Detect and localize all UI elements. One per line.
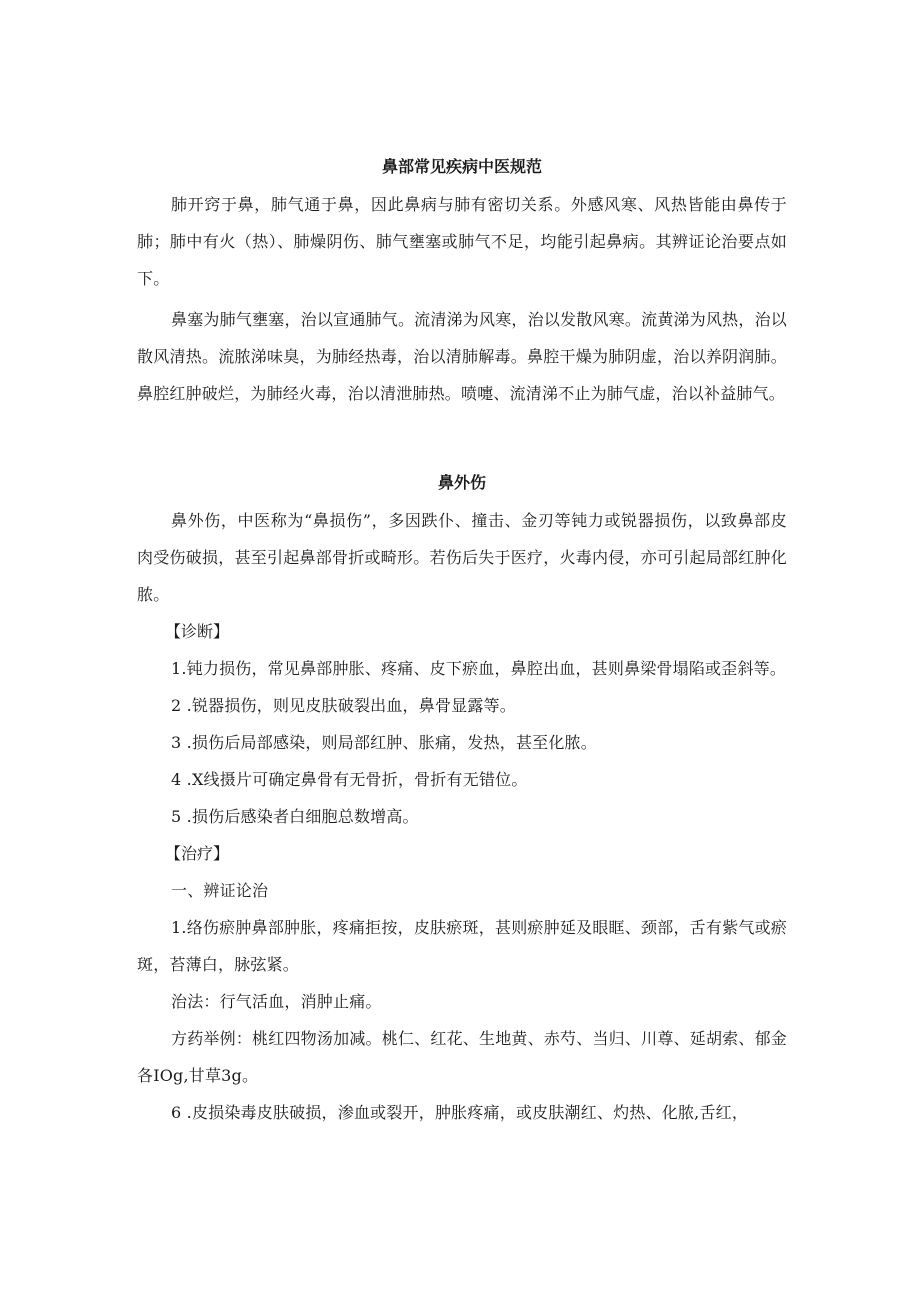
diagnosis-item-4: 4 .X线摄片可确定鼻骨有无骨折，骨折有无错位。 — [171, 770, 528, 789]
section-intro-paragraph: 鼻外伤，中医称为“鼻损伤”，多因跌仆、撞击、金刃等钝力或锐器损伤，以致鼻部皮肉受伤破损，甚至引起鼻部骨折或畸形。若伤后失于医疗，火毒内侵，亦可引起局部红肿化脓。 — [137, 511, 787, 604]
diagnosis-item-2: 2 .锐器损伤，则见皮肤破裂出血，鼻骨显露等。 — [171, 696, 516, 715]
intro-paragraph-1: 肺开窍于鼻，肺气通于鼻，因此鼻病与肺有密切关系。外感风寒、风热皆能由鼻传于肺；肺中有火（热）、肺燥阴伤、肺气壅塞或肺气不足，均能引起鼻病。其辨证论治要点如下。 — [137, 195, 787, 288]
section-spacer — [137, 412, 787, 464]
treatment-item-6: 6 .皮损染毒皮肤破损，渗血或裂开，肿胀疼痛，或皮肤潮红、灼热、化脓,舌红， — [171, 1103, 749, 1122]
treatment-label: 【治疗】 — [165, 844, 230, 863]
diagnosis-item-5: 5 .损伤后感染者白细胞总数增高。 — [171, 807, 419, 826]
treatment-item-1: 1.络伤瘀肿鼻部肿胀，疼痛拒按，皮肤瘀斑，甚则瘀肿延及眼眶、颈部，舌有紫气或瘀斑，苔薄白，脉弦紧。 — [137, 918, 787, 974]
diagnosis-item-1: 1.钝力损伤，常见鼻部肿胀、疼痛、皮下瘀血，鼻腔出血，甚则鼻梁骨塌陷或歪斜等。 — [171, 659, 787, 678]
treatment-prescription: 方药举例：桃红四物汤加减。桃仁、红花、生地黄、赤芍、当归、川尊、延胡索、郁金各IOg,甘草3g。 — [137, 1029, 787, 1085]
diagnosis-label: 【诊断】 — [165, 622, 230, 641]
diagnosis-item-3: 3 .损伤后局部感染，则局部红肿、胀痛，发热，甚至化脓。 — [171, 733, 597, 752]
document-page — [137, 148, 787, 1131]
treatment-method: 治法：行气活血，消肿止痛。 — [171, 992, 382, 1011]
section-title: 鼻外伤 — [437, 473, 486, 492]
treatment-subheading: 一、辨证论治 — [171, 881, 269, 900]
intro-paragraph-2: 鼻塞为肺气壅塞，治以宣通肺气。流清涕为风寒，治以发散风寒。流黄涕为风热，治以散风清热。流脓涕味臭，为肺经热毒，治以清肺解毒。鼻腔干燥为肺阴虚，治以养阴润肺。鼻腔红肿破烂，为肺经火毒，治以清泄肺热。喷嚏、流清涕不止为肺气虚，治以补益肺气。 — [137, 310, 787, 403]
document-title: 鼻部常见疾病中医规范 — [381, 157, 542, 176]
